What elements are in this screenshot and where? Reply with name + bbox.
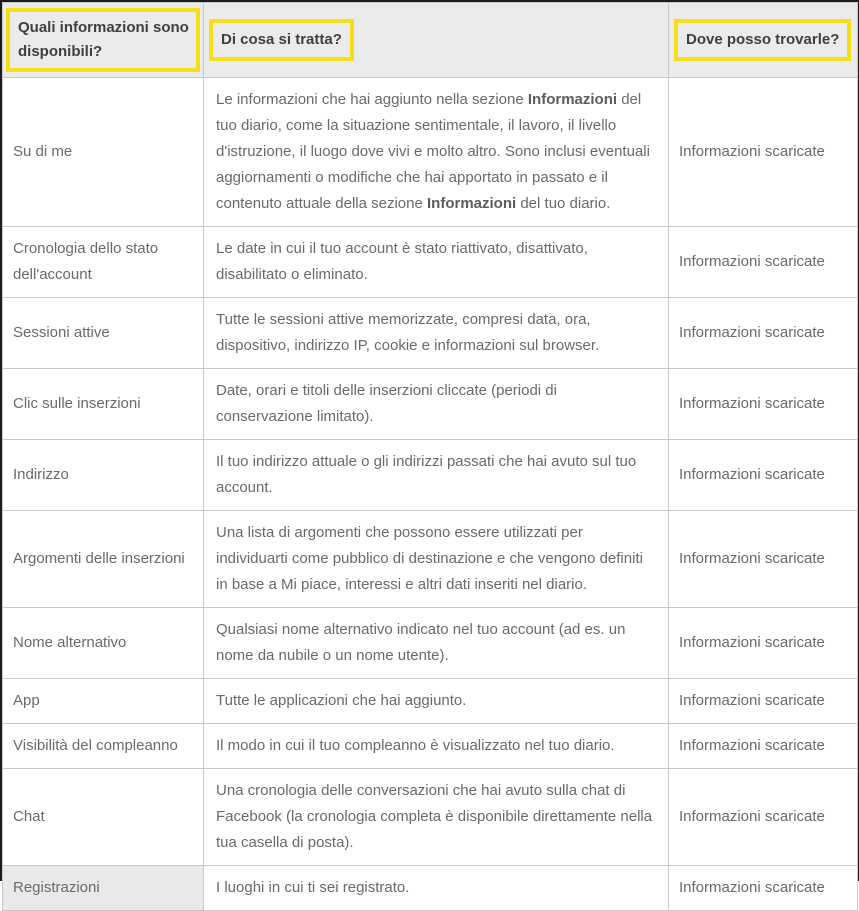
category-cell (3, 369, 204, 440)
category-label: Cronologia dello stato dell'account (13, 240, 159, 283)
table-body (3, 78, 858, 911)
description-text: Tutte le applicazioni che hai aggiunto. (216, 692, 467, 709)
table-row (3, 769, 858, 866)
category-cell (3, 866, 204, 911)
description-text: Il tuo indirizzo attuale o gli indirizzi passati che hai avuto sul tuo account. (216, 453, 637, 496)
description-cell (204, 866, 669, 911)
location-label: Informazioni scaricate (679, 550, 825, 567)
category-label: Chat (13, 808, 45, 825)
category-cell (3, 78, 204, 227)
category-label: Argomenti delle inserzioni (13, 550, 185, 567)
category-cell (3, 608, 204, 679)
table-row (3, 866, 858, 911)
category-label: App (13, 692, 40, 709)
annotation-highlight-box (674, 19, 851, 61)
table-row (3, 298, 858, 369)
description-text: Il modo in cui il tuo compleanno è visualizzato nel tuo diario. (216, 737, 615, 754)
table-row (3, 608, 858, 679)
category-cell (3, 298, 204, 369)
location-cell (669, 724, 858, 769)
location-cell (669, 227, 858, 298)
table-row (3, 440, 858, 511)
location-cell (669, 511, 858, 608)
header-label-available-info: Quali informazioni sono disponibili? (18, 19, 189, 60)
description-text: Date, orari e titoli delle inserzioni cliccate (periodi di conservazione limitato). (216, 382, 557, 425)
description-text: Qualsiasi nome alternativo indicato nel tuo account (ad es. un nome da nubile o un nome utente). (216, 621, 626, 664)
description-text: I luoghi in cui ti sei registrato. (216, 879, 410, 896)
location-label: Informazioni scaricate (679, 466, 825, 483)
location-cell (669, 866, 858, 911)
category-cell (3, 440, 204, 511)
category-cell (3, 227, 204, 298)
location-label: Informazioni scaricate (679, 143, 825, 160)
table-row (3, 724, 858, 769)
description-text: Le date in cui il tuo account è stato riattivato, disattivato, disabilitato o eliminato. (216, 240, 588, 283)
annotation-highlight-box (6, 8, 200, 72)
category-cell (3, 679, 204, 724)
location-label: Informazioni scaricate (679, 692, 825, 709)
category-cell (3, 511, 204, 608)
table-row (3, 679, 858, 724)
category-label: Sessioni attive (13, 324, 110, 341)
category-label: Visibilità del compleanno (13, 737, 178, 754)
description-cell (204, 511, 669, 608)
category-label: Nome alternativo (13, 634, 127, 651)
header-label-location: Dove posso trovarle? (686, 31, 840, 48)
description-cell (204, 679, 669, 724)
location-label: Informazioni scaricate (679, 879, 825, 896)
location-cell (669, 679, 858, 724)
description-text: Le informazioni che hai aggiunto nella sezione Informazioni del tuo diario, come la situazione sentimentale, il lavoro, il livello d'istruzione, il luogo dove vivi e molto altro. Sono inclusi eventuali aggiornamenti o modifiche che hai apportato in passato e il contenuto attuale della sezione Informazioni del tuo diario. (216, 91, 650, 212)
category-cell (3, 769, 204, 866)
description-text: Una lista di argomenti che possono essere utilizzati per individuarti come pubblico di destinazione e che vengono definiti in base a Mi piace, interessi e altri dati inseriti nel diario. (216, 524, 643, 593)
location-cell (669, 769, 858, 866)
location-label: Informazioni scaricate (679, 808, 825, 825)
table-row (3, 227, 858, 298)
info-table (2, 2, 858, 911)
description-cell (204, 78, 669, 227)
description-cell (204, 369, 669, 440)
description-cell (204, 769, 669, 866)
header-cell-location (669, 3, 858, 78)
location-cell (669, 78, 858, 227)
location-cell (669, 298, 858, 369)
location-label: Informazioni scaricate (679, 253, 825, 270)
table-row (3, 369, 858, 440)
category-label: Indirizzo (13, 466, 69, 483)
header-cell-available-info (3, 3, 204, 78)
description-cell (204, 227, 669, 298)
category-label: Su di me (13, 143, 73, 160)
annotation-highlight-box (209, 19, 354, 61)
category-label: Registrazioni (13, 879, 100, 896)
category-cell (3, 724, 204, 769)
location-label: Informazioni scaricate (679, 737, 825, 754)
location-cell (669, 440, 858, 511)
location-label: Informazioni scaricate (679, 634, 825, 651)
description-cell (204, 724, 669, 769)
header-cell-description (204, 3, 669, 78)
description-text: Una cronologia delle conversazioni che hai avuto sulla chat di Facebook (la cronologia completa è disponibile direttamente nella tua casella di posta). (216, 782, 653, 851)
table-row (3, 511, 858, 608)
location-label: Informazioni scaricate (679, 395, 825, 412)
header-label-description: Di cosa si tratta? (221, 31, 342, 48)
location-label: Informazioni scaricate (679, 324, 825, 341)
header-row (3, 3, 858, 78)
description-cell (204, 608, 669, 679)
table-row (3, 78, 858, 227)
description-cell (204, 298, 669, 369)
description-text: Tutte le sessioni attive memorizzate, compresi data, ora, dispositivo, indirizzo IP, cookie e informazioni sul browser. (216, 311, 600, 354)
category-label: Clic sulle inserzioni (13, 395, 141, 412)
description-cell (204, 440, 669, 511)
location-cell (669, 369, 858, 440)
location-cell (669, 608, 858, 679)
